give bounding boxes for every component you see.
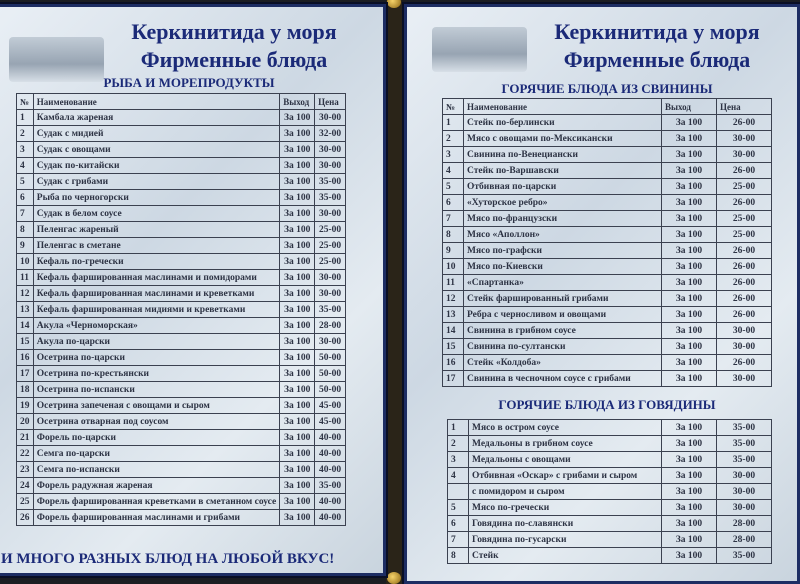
item-number: 3	[448, 452, 469, 468]
item-number: 13	[443, 307, 464, 323]
item-price: 25-00	[717, 179, 772, 195]
item-name: Мясо с овощами по-Мексикански	[464, 131, 662, 147]
item-name: Мясо по-гречески	[469, 500, 662, 516]
item-price: 26-00	[717, 259, 772, 275]
menu-row	[17, 174, 346, 190]
item-name: Свинина по-Венециански	[464, 147, 662, 163]
menu-row	[448, 468, 772, 484]
item-output: За 100	[662, 484, 717, 500]
menu-row	[17, 318, 346, 334]
menu-row	[17, 398, 346, 414]
logo-image	[432, 27, 527, 72]
item-price: 30-00	[315, 110, 346, 126]
item-name: Семга по-царски	[33, 446, 279, 462]
menu-table-pork	[442, 98, 772, 387]
menu-row	[443, 195, 772, 211]
item-output: За 100	[662, 371, 717, 387]
item-name: Свинина по-султански	[464, 339, 662, 355]
item-output: За 100	[662, 163, 717, 179]
menu-row	[17, 350, 346, 366]
item-name: Мясо по-французски	[464, 211, 662, 227]
menu-row	[443, 259, 772, 275]
item-output: За 100	[280, 462, 315, 478]
item-output: За 100	[662, 291, 717, 307]
menu-row	[448, 516, 772, 532]
item-price: 50-00	[315, 382, 346, 398]
item-price: 35-00	[315, 190, 346, 206]
menu-row	[448, 436, 772, 452]
item-output: За 100	[662, 420, 717, 436]
item-output: За 100	[662, 147, 717, 163]
item-price: 40-00	[315, 510, 346, 526]
item-price: 40-00	[315, 430, 346, 446]
item-number: 8	[448, 548, 469, 564]
menu-row	[443, 355, 772, 371]
item-output: За 100	[662, 131, 717, 147]
menu-row	[17, 142, 346, 158]
item-price: 35-00	[717, 548, 772, 564]
item-number: 10	[443, 259, 464, 275]
item-name: Ребра с черносливом и овощами	[464, 307, 662, 323]
item-output: За 100	[662, 532, 717, 548]
item-name: Свинина в грибном соусе	[464, 323, 662, 339]
item-price: 26-00	[717, 115, 772, 131]
menu-row	[448, 500, 772, 516]
item-name: Форель фаршированная креветками в сметанном соусе	[33, 494, 279, 510]
item-name: Стейк по-берлински	[464, 115, 662, 131]
item-price: 32-00	[315, 126, 346, 142]
item-price: 30-00	[717, 131, 772, 147]
item-price: 28-00	[315, 318, 346, 334]
item-price: 40-00	[315, 446, 346, 462]
item-name: Судак с грибами	[33, 174, 279, 190]
item-name: Говядина по-славянски	[469, 516, 662, 532]
item-number: 4	[443, 163, 464, 179]
item-name: Рыба по черногорски	[33, 190, 279, 206]
footer-slogan: И МНОГО РАЗНЫХ БЛЮД НА ЛЮБОЙ ВКУС!	[1, 551, 335, 567]
menu-row	[17, 158, 346, 174]
item-price: 35-00	[315, 174, 346, 190]
item-number: 21	[17, 430, 34, 446]
item-output: За 100	[280, 430, 315, 446]
header-price: Цена	[717, 99, 772, 115]
item-output: За 100	[662, 436, 717, 452]
item-output: За 100	[662, 211, 717, 227]
item-price: 35-00	[315, 302, 346, 318]
item-number: 1	[17, 110, 34, 126]
item-output: За 100	[280, 510, 315, 526]
item-name: Форель фаршированная маслинами и грибами	[33, 510, 279, 526]
item-number: 14	[17, 318, 34, 334]
item-number: 5	[17, 174, 34, 190]
menu-row	[17, 254, 346, 270]
item-number: 18	[17, 382, 34, 398]
item-price: 25-00	[717, 211, 772, 227]
menu-row	[17, 286, 346, 302]
item-name: «Спартанка»	[464, 275, 662, 291]
item-name: Форель радужная жареная	[33, 478, 279, 494]
item-output: За 100	[280, 254, 315, 270]
item-number: 3	[17, 142, 34, 158]
item-price: 30-00	[717, 339, 772, 355]
item-price: 35-00	[717, 436, 772, 452]
item-number: 16	[443, 355, 464, 371]
item-output: За 100	[280, 142, 315, 158]
item-name: Отбивная «Оскар» с грибами и сыром	[469, 468, 662, 484]
item-output: За 100	[280, 270, 315, 286]
item-name: Медальоны в грибном соусе	[469, 436, 662, 452]
item-name: Стейк фаршированный грибами	[464, 291, 662, 307]
item-number: 11	[443, 275, 464, 291]
item-price: 50-00	[315, 350, 346, 366]
item-number: 13	[17, 302, 34, 318]
item-number: 4	[17, 158, 34, 174]
item-price: 30-00	[315, 206, 346, 222]
item-number: 7	[17, 206, 34, 222]
item-price: 26-00	[717, 355, 772, 371]
item-number: 14	[443, 323, 464, 339]
item-number: 26	[17, 510, 34, 526]
item-name: Говядина по-гусарски	[469, 532, 662, 548]
item-number: 3	[443, 147, 464, 163]
item-name: Свинина в чесночном соусе с грибами	[464, 371, 662, 387]
item-name: Мясо по-Киевски	[464, 259, 662, 275]
menu-row	[443, 227, 772, 243]
menu-title: Фирменные блюда	[140, 47, 328, 72]
header-output: Выход	[662, 99, 717, 115]
item-number: 5	[443, 179, 464, 195]
item-price: 26-00	[717, 243, 772, 259]
item-number: 1	[443, 115, 464, 131]
header-name: Наименование	[33, 94, 279, 110]
menu-row	[448, 420, 772, 436]
item-name: Акула по-царски	[33, 334, 279, 350]
item-name: Судак с мидией	[33, 126, 279, 142]
menu-row	[443, 243, 772, 259]
item-name: Осетрина запеченая с овощами и сыром	[33, 398, 279, 414]
item-number: 15	[443, 339, 464, 355]
item-price: 25-00	[315, 254, 346, 270]
item-output: За 100	[280, 126, 315, 142]
item-output: За 100	[662, 307, 717, 323]
menu-row	[17, 190, 346, 206]
item-output: За 100	[280, 286, 315, 302]
menu-row	[17, 366, 346, 382]
item-name: Медальоны с овощами	[469, 452, 662, 468]
item-name: «Хуторское ребро»	[464, 195, 662, 211]
item-output: За 100	[662, 275, 717, 291]
item-output: За 100	[662, 452, 717, 468]
item-output: За 100	[280, 478, 315, 494]
item-output: За 100	[280, 190, 315, 206]
menu-title: Фирменные блюда	[563, 47, 751, 72]
menu-row	[443, 147, 772, 163]
item-number: 20	[17, 414, 34, 430]
item-name: Кефаль фаршированная маслинами и креветками	[33, 286, 279, 302]
section-title-beef: ГОРЯЧИЕ БЛЮДА ИЗ ГОВЯДИНЫ	[498, 397, 716, 412]
item-name: Камбала жареная	[33, 110, 279, 126]
item-output: За 100	[280, 174, 315, 190]
header-price: Цена	[315, 94, 346, 110]
item-number: 5	[448, 500, 469, 516]
item-output: За 100	[662, 243, 717, 259]
menu-row	[17, 446, 346, 462]
menu-row	[443, 275, 772, 291]
item-price: 26-00	[717, 163, 772, 179]
item-price: 30-00	[717, 484, 772, 500]
item-number: 7	[443, 211, 464, 227]
item-price: 30-00	[717, 500, 772, 516]
item-price: 26-00	[717, 195, 772, 211]
item-name: Судак по-китайски	[33, 158, 279, 174]
menu-row	[443, 163, 772, 179]
item-number: 9	[17, 238, 34, 254]
item-name: с помидором и сыром	[469, 484, 662, 500]
item-price: 26-00	[717, 291, 772, 307]
item-price: 28-00	[717, 516, 772, 532]
header-name: Наименование	[464, 99, 662, 115]
item-name: Стейк по-Варшавски	[464, 163, 662, 179]
menu-row	[443, 131, 772, 147]
menu-row	[17, 334, 346, 350]
item-price: 35-00	[717, 420, 772, 436]
item-output: За 100	[280, 238, 315, 254]
menu-row	[443, 211, 772, 227]
item-name: Судак с овощами	[33, 142, 279, 158]
item-output: За 100	[280, 382, 315, 398]
item-price: 35-00	[717, 452, 772, 468]
item-price: 30-00	[717, 147, 772, 163]
item-number: 9	[443, 243, 464, 259]
item-name: Пеленгас жареный	[33, 222, 279, 238]
menu-table-beef	[447, 419, 772, 564]
item-number: 15	[17, 334, 34, 350]
item-price: 30-00	[315, 334, 346, 350]
item-output: За 100	[662, 259, 717, 275]
item-name: Пеленгас в сметане	[33, 238, 279, 254]
menu-row	[17, 126, 346, 142]
item-number: 6	[17, 190, 34, 206]
item-price: 40-00	[315, 494, 346, 510]
restaurant-title: Керкинитида у моря	[131, 19, 337, 44]
menu-row	[17, 494, 346, 510]
section-title: РЫБА И МОРЕПРОДУКТЫ	[103, 75, 275, 90]
item-price: 35-00	[315, 478, 346, 494]
item-number: 2	[17, 126, 34, 142]
item-number: 17	[443, 371, 464, 387]
menu-row	[17, 110, 346, 126]
item-name: Осетрина по-царски	[33, 350, 279, 366]
item-name: Стейк	[469, 548, 662, 564]
item-output: За 100	[280, 366, 315, 382]
item-output: За 100	[280, 110, 315, 126]
item-output: За 100	[280, 334, 315, 350]
item-output: За 100	[662, 516, 717, 532]
item-name: Мясо по-графски	[464, 243, 662, 259]
item-price: 45-00	[315, 414, 346, 430]
item-name: Мясо в остром соусе	[469, 420, 662, 436]
item-name: Осетрина по-испански	[33, 382, 279, 398]
item-name: Семга по-испански	[33, 462, 279, 478]
item-name: Форель по-царски	[33, 430, 279, 446]
item-output: За 100	[280, 302, 315, 318]
item-output: За 100	[662, 195, 717, 211]
menu-row	[443, 371, 772, 387]
item-number: 24	[17, 478, 34, 494]
item-output: За 100	[662, 339, 717, 355]
item-name: Судак в белом соусе	[33, 206, 279, 222]
item-number: 12	[17, 286, 34, 302]
item-number: 22	[17, 446, 34, 462]
item-output: За 100	[280, 446, 315, 462]
menu-row	[17, 430, 346, 446]
item-output: За 100	[280, 494, 315, 510]
item-name: Кефаль фаршированная маслинами и помидорами	[33, 270, 279, 286]
item-output: За 100	[280, 158, 315, 174]
brass-knob	[387, 572, 401, 584]
item-output: За 100	[280, 350, 315, 366]
item-output: За 100	[662, 355, 717, 371]
menu-row	[443, 291, 772, 307]
item-name: Стейк «Колдоба»	[464, 355, 662, 371]
item-price: 40-00	[315, 462, 346, 478]
item-price: 30-00	[717, 371, 772, 387]
item-number: 23	[17, 462, 34, 478]
menu-row	[17, 510, 346, 526]
item-output: За 100	[662, 115, 717, 131]
item-name: Отбивная по-царски	[464, 179, 662, 195]
menu-row	[17, 414, 346, 430]
item-price: 30-00	[315, 158, 346, 174]
item-name: Кефаль по-гречески	[33, 254, 279, 270]
item-output: За 100	[280, 318, 315, 334]
menu-row	[17, 222, 346, 238]
item-number: 17	[17, 366, 34, 382]
item-number: 16	[17, 350, 34, 366]
item-price: 45-00	[315, 398, 346, 414]
item-output: За 100	[280, 414, 315, 430]
menu-row	[443, 115, 772, 131]
menu-row	[443, 339, 772, 355]
item-number: 8	[17, 222, 34, 238]
header-num: №	[17, 94, 34, 110]
frame-post	[386, 0, 402, 584]
menu-row	[17, 270, 346, 286]
restaurant-title: Керкинитида у моря	[554, 19, 760, 44]
menu-row	[443, 179, 772, 195]
item-output: За 100	[662, 323, 717, 339]
item-name: Мясо «Аполлон»	[464, 227, 662, 243]
item-number: 12	[443, 291, 464, 307]
menu-row	[448, 452, 772, 468]
menu-row	[17, 382, 346, 398]
item-number: 1	[448, 420, 469, 436]
menu-row	[448, 532, 772, 548]
section-title-pork: ГОРЯЧИЕ БЛЮДА ИЗ СВИНИНЫ	[501, 81, 713, 96]
item-number: 4	[448, 468, 469, 484]
item-name: Кефаль фаршированная мидиями и креветками	[33, 302, 279, 318]
item-price: 25-00	[315, 222, 346, 238]
item-name: Акула «Черноморская»	[33, 318, 279, 334]
item-price: 25-00	[717, 227, 772, 243]
menu-row	[17, 302, 346, 318]
menu-row	[17, 462, 346, 478]
item-output: За 100	[662, 500, 717, 516]
menu-table-fish	[16, 93, 346, 526]
item-number: 6	[448, 516, 469, 532]
item-number: 2	[443, 131, 464, 147]
menu-row	[443, 323, 772, 339]
item-number	[448, 484, 469, 500]
item-price: 30-00	[315, 142, 346, 158]
table-header	[17, 94, 346, 110]
item-output: За 100	[662, 548, 717, 564]
item-output: За 100	[280, 206, 315, 222]
item-number: 2	[448, 436, 469, 452]
menu-row	[443, 307, 772, 323]
table-header	[443, 99, 772, 115]
header-num: №	[443, 99, 464, 115]
item-number: 25	[17, 494, 34, 510]
header-output: Выход	[280, 94, 315, 110]
item-price: 30-00	[717, 468, 772, 484]
item-price: 26-00	[717, 307, 772, 323]
item-price: 30-00	[315, 270, 346, 286]
item-output: За 100	[662, 468, 717, 484]
item-number: 19	[17, 398, 34, 414]
menu-board-left	[0, 4, 386, 576]
item-price: 28-00	[717, 532, 772, 548]
item-output: За 100	[280, 222, 315, 238]
item-name: Осетрина отварная под соусом	[33, 414, 279, 430]
item-number: 8	[443, 227, 464, 243]
item-output: За 100	[280, 398, 315, 414]
item-price: 50-00	[315, 366, 346, 382]
item-output: За 100	[662, 227, 717, 243]
menu-row	[17, 206, 346, 222]
menu-row	[17, 478, 346, 494]
item-number: 7	[448, 532, 469, 548]
item-price: 26-00	[717, 275, 772, 291]
item-number: 11	[17, 270, 34, 286]
menu-row	[448, 548, 772, 564]
item-number: 6	[443, 195, 464, 211]
item-price: 30-00	[315, 286, 346, 302]
item-number: 10	[17, 254, 34, 270]
menu-row	[17, 238, 346, 254]
menu-row	[448, 484, 772, 500]
item-price: 25-00	[315, 238, 346, 254]
item-output: За 100	[662, 179, 717, 195]
item-name: Осетрина по-крестьянски	[33, 366, 279, 382]
menu-board-right	[404, 4, 800, 584]
item-price: 30-00	[717, 323, 772, 339]
